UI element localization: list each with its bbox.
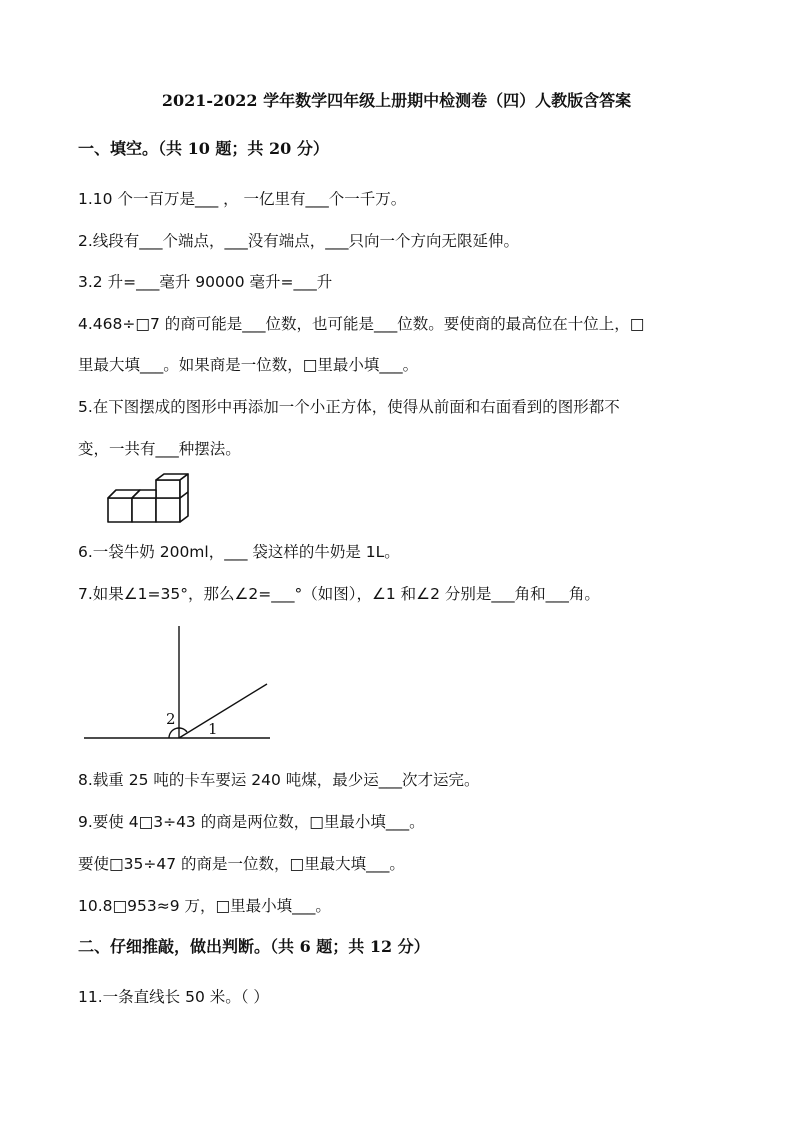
angle-2-label: 2 (166, 710, 176, 728)
question-5-line-1: 5.在下图摆成的图形中再添加一个小正方体，使得从前面和右面看到的图形都不 (78, 398, 620, 416)
question-9-line-1: 9.要使 4□3÷43 的商是两位数，□里最小填___。 (78, 813, 425, 831)
question-4-line-2: 里最大填___。如果商是一位数，□里最小填___。 (78, 356, 419, 374)
question-1: 1.10 个一百万是___ ， 一亿里有___个一千万。 (78, 190, 407, 208)
question-4-line-1: 4.468÷□7 的商可能是___位数，也可能是___位数。要使商的最高位在十位上，□ (78, 315, 645, 333)
section-1-heading: 一、填空。（共 10 题；共 20 分） (78, 139, 329, 158)
angle-figure (80, 624, 280, 744)
question-2: 2.线段有___个端点，___没有端点，___只向一个方向无限延伸。 (78, 232, 520, 250)
question-8: 8.载重 25 吨的卡车要运 240 吨煤，最少运___次才运完。 (78, 771, 480, 789)
question-3: 3.2 升=___毫升 90000 毫升=___升 (78, 273, 333, 291)
cube-stack-figure (104, 470, 194, 530)
question-5-line-2: 变，一共有___种摆法。 (78, 440, 241, 458)
question-6: 6.一袋牛奶 200ml，___ 袋这样的牛奶是 1L。 (78, 543, 400, 561)
angle-arc (169, 728, 187, 738)
question-10: 10.8□953≈9 万，□里最小填___。 (78, 897, 331, 915)
angle-1-label: 1 (208, 720, 218, 738)
section-2-heading: 二、仔细推敲，做出判断。（共 6 题；共 12 分） (78, 937, 430, 956)
question-9-line-2: 要使□35÷47 的商是一位数，□里最大填___。 (78, 855, 405, 873)
question-7: 7.如果∠1=35°，那么∠2=___°（如图），∠1 和∠2 分别是___角和___角。 (78, 585, 600, 603)
slanted-ray (179, 684, 267, 738)
question-11: 11.一条直线长 50 米。（ ） (78, 988, 269, 1006)
page-title: 2021-2022 学年数学四年级上册期中检测卷（四）人教版含答案 (161, 91, 632, 110)
